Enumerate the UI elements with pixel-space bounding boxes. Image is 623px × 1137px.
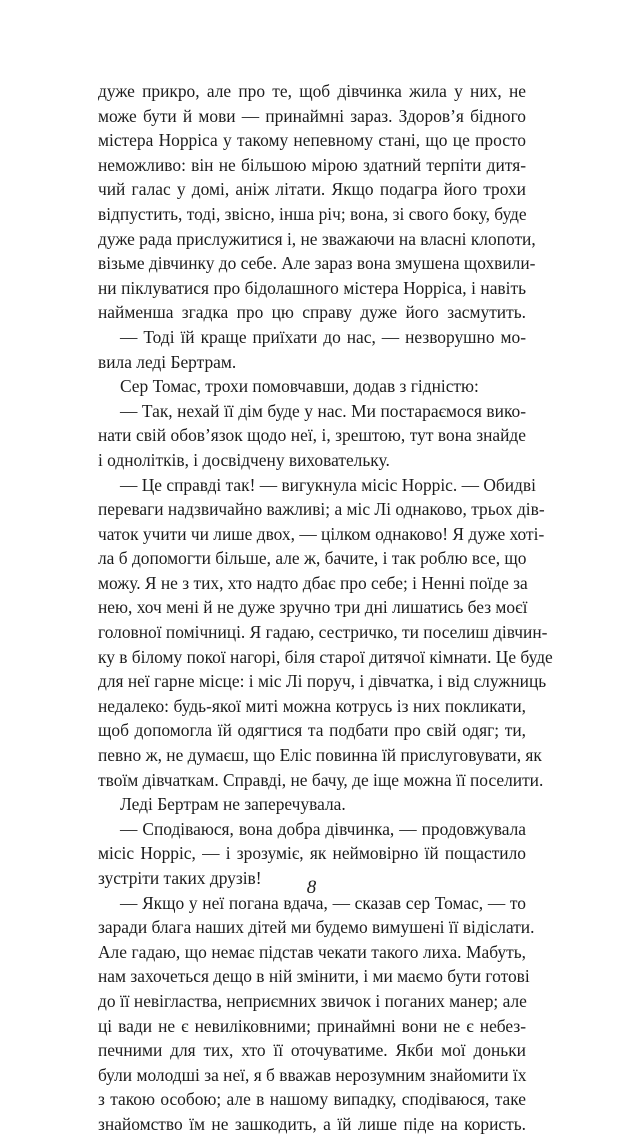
text-line: — Тоді їй краще приїхати до нас, — незворушно мо- [120, 326, 526, 347]
text-line: нею, хоч мені й не дуже зручно три дні лишатись без моєї [98, 597, 528, 618]
text-line: Але гадаю, що немає підстав чекати такого лиха. Мабуть, [98, 941, 526, 962]
text-line: і однолітків, і досвідчену виховательку. [98, 449, 390, 470]
paragraph [98, 792, 526, 817]
text-line: з такою особою; але в нашому випадку, сподіваюся, таке [98, 1089, 526, 1110]
text-line: ці вади не є невиліковними; принаймні вони не є небез- [98, 1015, 526, 1036]
text-line: — Так, нехай її дім буде у нас. Ми постараємося вико- [120, 400, 526, 421]
paragraph [98, 399, 526, 473]
text-line: може бути й мови — принаймні зараз. Здоров’я бідного [98, 105, 526, 126]
paragraph [98, 79, 536, 325]
paragraph [98, 374, 526, 399]
text-line: найменша згадка про цю справу дуже його засмутить. [98, 302, 526, 323]
text-line: — Це справді так! — вигукнула місіс Норріс. — Обидві [120, 474, 536, 495]
text-line: зустріти таких друзів! [98, 868, 262, 888]
text-line: були молодші за неї, я б вважав нерозумним знайомити їх [98, 1064, 527, 1085]
text-line: — Сподіваюся, вона добра дівчинка, — продовжувала [120, 818, 526, 839]
text-line: переваги надзвичайно важливі; а міс Лі однаково, трьох дів- [98, 499, 545, 520]
text-line: відпустить, тоді, звісно, інша річ; вона, зі свого боку, буде [98, 203, 527, 224]
paragraph [98, 325, 526, 374]
text-line: Сер Томас, трохи помовчавши, додав з гідністю: [120, 376, 479, 397]
text-line: місіс Норріс, — і зрозуміє, як неймовірно їй пощастило [98, 843, 526, 864]
page-number: 8 [306, 877, 317, 898]
text-line: головної помічниці. Я гадаю, сестричко, ти поселиш дівчин- [98, 622, 548, 643]
text-line: неможливо: він не більшою мірою здатний терпіти дитя- [98, 154, 526, 175]
text-line: ку в білому покої нагорі, біля старої дитячої кімнати. Це буде [98, 646, 553, 667]
text-line: нам захочеться дещо в ній змінити, і ми маємо бути готові [98, 966, 530, 987]
text-line: нати свій обов’язок щодо неї, і, зрештою, тут вона знайде [98, 425, 526, 446]
text-line: для неї гарне місце: і міс Лі поруч, і дівчатка, і від служниць [98, 671, 547, 692]
text-line: містера Норріса у такому непевному стані, що це просто [98, 130, 526, 151]
text-line: чаток учити чи лише двох, — цілком однаково! Я дуже хоті- [98, 523, 545, 544]
paragraph [98, 891, 535, 1137]
text-line: до її невігластва, неприємних звичок і поганих манер; але [98, 990, 527, 1011]
text-line: дуже рада прислужитися і, не зважаючи на власні клопоти, [98, 228, 536, 249]
text-line: чий галас у домі, аніж літати. Якщо подагра його трохи [98, 179, 526, 200]
text-line: недалеко: будь-якої миті можна котрусь із них покликати, [98, 695, 526, 716]
text-line: певно ж, не думаєш, що Еліс повинна їй прислуговувати, як [98, 745, 542, 766]
text-line: візьме дівчинку до себе. Але зараз вона змушена щохвили- [98, 253, 536, 274]
text-line: дуже прикро, але про те, щоб дівчинка жила у них, не [98, 81, 526, 101]
text-line: заради блага наших дітей ми будемо вимушені її відіслати. [98, 917, 535, 938]
text-line: знайомство їм не зашкодить, а їй лише піде на користь. [98, 1113, 526, 1134]
text-line: твоїм дівчаткам. Справді, не бачу, де іще можна її поселити. [98, 769, 544, 790]
text-line: вила леді Бертрам. [98, 351, 237, 372]
text-line: ла б допомогти більше, але ж, бачите, і так роблю все, що [98, 548, 527, 569]
text-line: можу. Я не з тих, хто надто дбає про себе; і Ненні поїде за [98, 572, 528, 593]
body-text [98, 79, 553, 1137]
text-line: — Якщо у неї погана вдача, — сказав сер Томас, — то [120, 892, 526, 913]
text-line: печними для тих, хто її оточуватиме. Якби мої доньки [98, 1040, 526, 1061]
text-line: щоб допомогла їй одягтися та подбати про свій одяг; ти, [98, 720, 526, 741]
text-line: ни піклуватися про бідолашного містера Норріса, і навіть [98, 277, 526, 298]
paragraph [98, 473, 553, 793]
text-line: Леді Бертрам не заперечувала. [120, 794, 346, 815]
